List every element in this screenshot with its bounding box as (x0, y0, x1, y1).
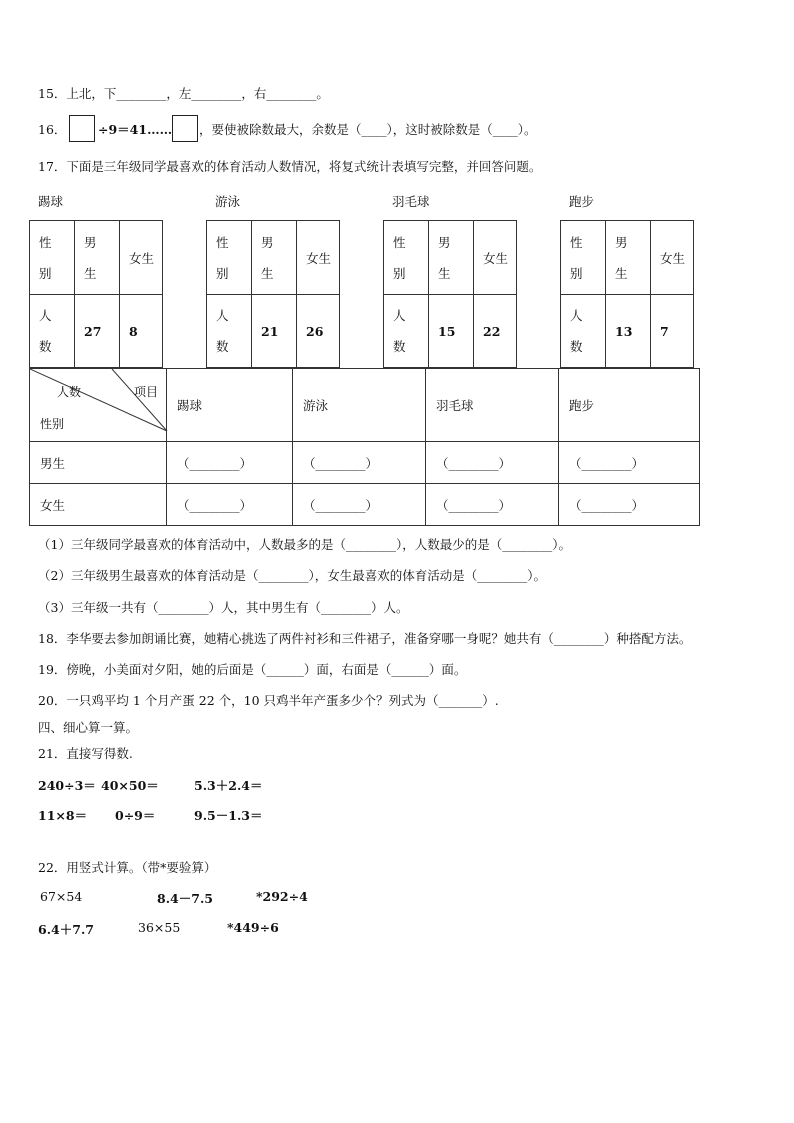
column-header: 跑步 (559, 369, 700, 442)
female-header (120, 221, 163, 295)
question-17-part-1: （1）三年级同学最喜欢的体育活动中，人数最多的是（________），人数最少的是（________）。 (38, 537, 571, 552)
label-char: 性 (216, 234, 229, 250)
small-table-football (29, 220, 163, 368)
calc-item: 6.4＋7.7 (38, 922, 94, 937)
answer-cell[interactable]: （________） (293, 484, 426, 526)
label-char: 性 (39, 234, 52, 250)
label-char: 性 (570, 234, 583, 250)
answer-cell[interactable]: （________） (559, 442, 700, 484)
corner-label-count: 人数 (57, 385, 82, 399)
calc-item: *292÷4 (256, 889, 308, 904)
answer-cell[interactable]: （________） (167, 484, 293, 526)
label-char: 数 (393, 339, 406, 354)
small-table-badminton (383, 220, 517, 368)
calc-item: 8.4－7.5 (157, 891, 213, 906)
question-16-expression: ÷9＝41…… (98, 122, 173, 137)
female-count: 22 (474, 295, 517, 368)
answer-box[interactable] (172, 115, 198, 142)
label-char: 别 (216, 265, 229, 281)
question-17: 17．下面是三年级同学最喜欢的体育活动人数情况，将复式统计表填写完整，并回答问题。 (38, 159, 542, 174)
small-table-swimming (206, 220, 340, 368)
calc-item: *449÷6 (227, 920, 279, 935)
row-label: 女生 (30, 484, 167, 526)
table-title-running: 跑步 (569, 194, 595, 209)
male-count: 13 (606, 295, 651, 368)
label-char: 数 (216, 339, 229, 354)
label-char: 数 (570, 339, 583, 354)
male-header (429, 221, 474, 295)
answer-cell[interactable]: （________） (167, 442, 293, 484)
question-18: 18．李华要去参加朗诵比赛，她精心挑选了两件衬衫和三件裙子，准备穿哪一身呢？她共有（________）种搭配方法。 (38, 631, 692, 646)
female-count: 8 (120, 295, 163, 368)
table-title-badminton: 羽毛球 (392, 194, 430, 209)
label-char: 人 (570, 308, 583, 323)
question-17-part-3: （3）三年级一共有（________）人，其中男生有（________）人。 (38, 600, 409, 615)
male-header (252, 221, 297, 295)
answer-cell[interactable]: （________） (293, 442, 426, 484)
male-count: 15 (429, 295, 474, 368)
small-table-running (560, 220, 694, 368)
question-19: 19．傍晚，小美面对夕阳，她的后面是（______）面，右面是（______）面。 (38, 662, 467, 677)
male-header (75, 221, 120, 295)
calc-item: 67×54 (40, 889, 83, 904)
calc-item: 40×50＝ (101, 778, 159, 793)
table-row (30, 442, 700, 484)
table-title-swimming: 游泳 (215, 194, 241, 209)
female-label: 女生 (483, 250, 509, 266)
label-char: 数 (39, 339, 52, 354)
label-char: 别 (393, 265, 406, 281)
male-header (606, 221, 651, 295)
column-header: 游泳 (293, 369, 426, 442)
answer-cell[interactable]: （________） (559, 484, 700, 526)
label-char: 人 (39, 308, 52, 323)
label-char: 别 (570, 265, 583, 281)
label-char: 性 (393, 234, 406, 250)
calc-item: 240÷3＝ (38, 778, 96, 793)
calc-item: 9.5－1.3＝ (194, 808, 263, 823)
table-title-football: 踢球 (38, 194, 64, 209)
calc-item: 36×55 (138, 920, 181, 935)
question-21: 21．直接写得数. (38, 746, 133, 761)
answer-cell[interactable]: （________） (426, 484, 559, 526)
question-16-text: ，要使被除数最大，余数是（____），这时被除数是（____）。 (199, 122, 537, 137)
table-row (30, 484, 700, 526)
male-label: 男生 (261, 234, 274, 281)
calc-item: 0÷9＝ (115, 808, 156, 823)
section-heading: 四、细心算一算。 (38, 720, 139, 735)
question-16-number: 16． (38, 122, 67, 137)
label-char: 人 (393, 308, 406, 323)
column-header: 羽毛球 (426, 369, 559, 442)
column-header: 踢球 (167, 369, 293, 442)
female-count: 26 (297, 295, 340, 368)
label-char: 人 (216, 308, 229, 323)
female-header (651, 221, 694, 295)
male-label: 男生 (84, 234, 97, 281)
male-count: 27 (75, 295, 120, 368)
row-label: 男生 (30, 442, 167, 484)
answer-box[interactable] (69, 115, 95, 142)
composite-statistics-table (29, 368, 700, 526)
female-label: 女生 (129, 250, 155, 266)
female-header (297, 221, 340, 295)
male-count: 21 (252, 295, 297, 368)
calc-item: 11×8＝ (38, 808, 88, 823)
label-char: 别 (39, 265, 52, 281)
question-15: 15．上北，下________，左________，右________。 (38, 86, 329, 101)
female-header (474, 221, 517, 295)
corner-label-gender: 性别 (40, 417, 65, 431)
male-label: 男生 (438, 234, 451, 281)
female-count: 7 (651, 295, 694, 368)
question-20: 20．一只鸡平均 1 个月产蛋 22 个，10 只鸡半年产蛋多少个？列式为（_______）. (38, 693, 499, 708)
female-label: 女生 (306, 250, 332, 266)
question-22: 22．用竖式计算。（带*要验算） (38, 860, 217, 875)
table-corner-cell (30, 369, 167, 442)
calc-item: 5.3＋2.4＝ (194, 778, 263, 793)
female-label: 女生 (660, 250, 686, 266)
corner-label-item: 项目 (134, 385, 159, 399)
question-17-part-2: （2）三年级男生最喜欢的体育活动是（________），女生最喜欢的体育活动是（________）。 (38, 568, 546, 583)
answer-cell[interactable]: （________） (426, 442, 559, 484)
male-label: 男生 (615, 234, 628, 281)
